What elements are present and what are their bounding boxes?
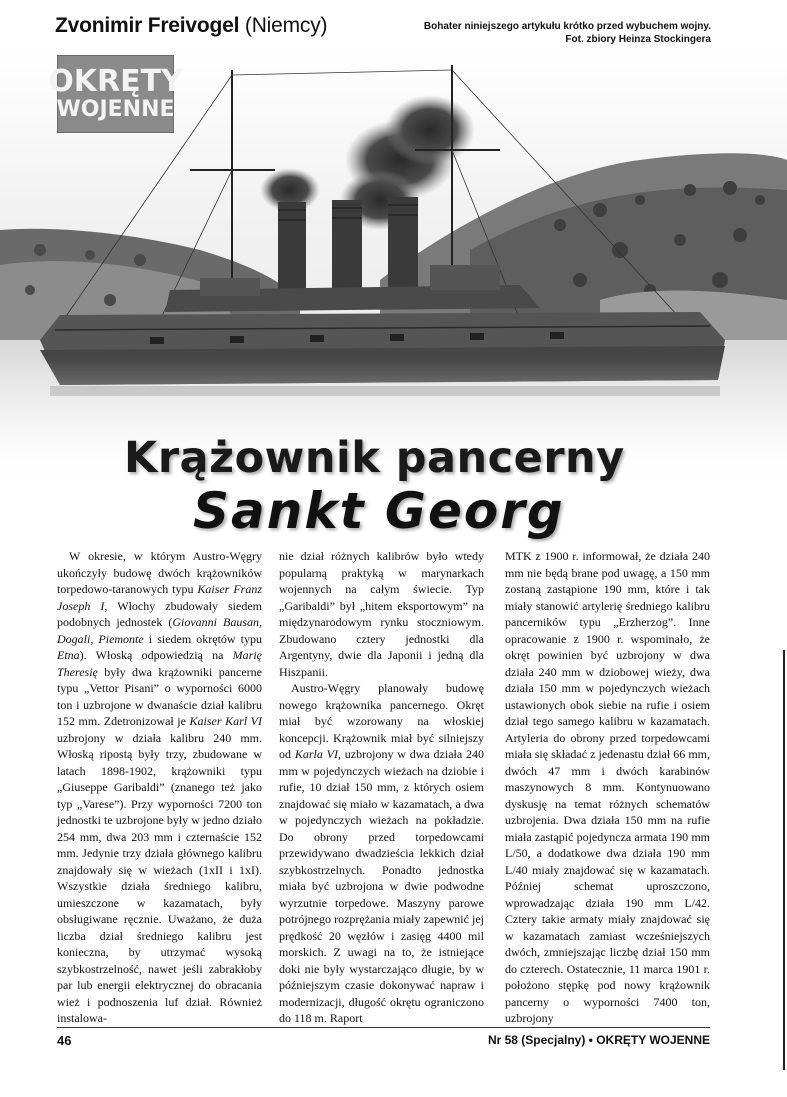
author-name: Zvonimir Freivogel	[55, 14, 240, 37]
italic-run: Marię Theresię	[57, 648, 262, 679]
text-run: Austro-Węgry planowały budowę nowego krążownika pancernego. Okręt miał być wzorowany na włoskiej koncepcji. Krążownik miał być silniejszy od	[279, 681, 484, 761]
author-line	[55, 14, 327, 38]
edge-marker	[783, 650, 785, 1070]
magazine-logo	[48, 55, 183, 133]
text-run: , Włochy zbudowały siedem podobnych jednostek (	[57, 598, 262, 629]
text-column-2	[279, 548, 484, 1027]
text-run: i siedem okrętów typu	[143, 631, 263, 646]
paragraph: nie dział różnych kalibrów było wtedy popularną praktyką w marynarkach wojennych na całym świecie. Typ „Garibaldi” był „hitem eksportowym” na międzynarodowym rynku stoczniowym. Zbudowano cztery jednostki dla Argentyny, dwie dla Japonii i jedną dla Hiszpanii.	[279, 549, 484, 679]
italic-run: Kaiser Karl VI	[189, 714, 262, 728]
article-title-line1: Krążownik pancerny	[124, 433, 625, 483]
italic-run: Karla VI	[294, 747, 338, 761]
text-run: były dwa krążowniki pancerne typu „Vettor Pisani” o wyporności 6000 ton i uzbrojone w dwanaście dział kalibru 152 mm. Zdetronizował je	[57, 664, 262, 728]
logo-line2: WOJENNE	[56, 97, 175, 122]
logo-line1: OKRĘTY	[48, 64, 183, 99]
paragraph	[57, 548, 262, 1027]
footer-issue: Nr 58 (Specjalny) • OKRĘTY WOJENNE	[487, 1033, 710, 1047]
italic-run: Giovanni Bausan, Dogali, Piemonte	[57, 615, 262, 646]
photo-caption-line1: Bohater niniejszego artykułu krótko przed wybuchem wojny.	[423, 21, 711, 32]
photo-caption	[381, 20, 711, 46]
article-title-line2: Sankt Georg	[193, 482, 565, 540]
paragraph: MTK z 1900 r. informował, że działa 240 mm nie będą brane pod uwagę, a 150 mm zostaną zastąpione 190 mm, które i tak miały stanowić artylerię średniego kalibru pancerników typu „Erzherzog”. Inne opracowanie z 1900 r. wspominało, że okręt powinien być uzbrojony w dwa działa 240 mm w dziobowej wieży, dwa działa 150 mm w pojedynczych wieżach ustawionych obok siebie na rufie i osiem dział tego samego kalibru w kazamatach. Artyleria do obrony przed torpedowcami miała się składać z jedenastu dział 66 mm, dwóch 47 mm i dwóch karabinów maszynowych 8 mm. Kontynuowano dyskusję na temat różnych schematów uzbrojenia. Dwa działa 150 mm na rufie miała zastąpić pojedyncza armata 190 mm L/50, a dodatkowe dwa działa 190 mm L/40 miały znajdować się w kazamatach. Później schemat uproszczono, wprowadzając działa 190 mm L/42. Cztery takie armaty miały znajdować się w kazamatach zamiast wcześniejszych dwóch, zmniejszając liczbę dział 150 mm do czterech. Ostatecznie, 11 marca 1901 r. położono stępkę pod nowy krążownik pancerny o wyporności 7400 ton, uzbrojony	[505, 549, 710, 1025]
italic-run: Etna	[57, 648, 80, 662]
text-run: , uzbrojony w dwa działa 240 mm w pojedynczych wieżach na dziobie i rufie, 10 dział 150 mm, z których osiem znajdować się miało w kazamatach, a dwa w pojedynczych wieżach na pokładzie. Do obrony przed torpedowcami przewidywano dwadzieścia lekkich dział szybkostrzelnych. Ponadto jednostka miała być uzbrojona w dwie podwodne wyrzutnie torpedowe. Maszyny parowe potrójnego rozprężania miały zapewnić jej prędkość 20 węzłów i zasięg 4400 mil morskich. Z uwagi na to, że istniejące doki nie były wystarczająco długie, by w późniejszym czasie dokonywać napraw i modernizacji, długość okrętu ograniczono do 118 m. Raport	[279, 747, 484, 1025]
italic-run: Kaiser Franz Joseph I	[57, 582, 262, 613]
photo-caption-line2: Fot. zbiory Heinza Stockingera	[565, 34, 711, 45]
text-run: ). Włoską odpowiedzią na	[79, 648, 233, 662]
text-run: uzbrojony w działa kalibru 240 mm. Włoską ripostą były trzy, zbudowane w latach 1898-1902, krążowniki typu „Giuseppe Garibaldi” (znanego też jako typ „Varese”). Przy wyporności 7200 ton jednostki te uzbrojone były w jedno działo 254 mm, dwa 203 mm i czternaście 152 mm. Jedynie trzy działa głównego kalibru znajdowały się w wieżach (1xII i 1xI). Wszystkie działa średniego kalibru, umieszczone w kazamatach, były obsługiwane ręcznie. Uważano, że duża liczba dział średniego kalibru jest konieczna, by utrzymać wysoką szybkostrzelność, nawet jeśli zabrakłoby par lub energii elektrycznej do obracania wież i podnoszenia luf dział. Również instalowa-	[57, 730, 262, 1025]
paragraph	[279, 680, 484, 1027]
author-country: (Niemcy)	[244, 14, 328, 37]
footer-rule	[57, 1027, 710, 1028]
text-run: W okresie, w którym Austro-Węgry ukończyły budowę dwóch krążowników torpedowo-taranowych typu	[57, 549, 262, 596]
text-column-3	[505, 548, 710, 1027]
page-number: 46	[57, 1033, 72, 1048]
text-column-1	[57, 548, 262, 1027]
